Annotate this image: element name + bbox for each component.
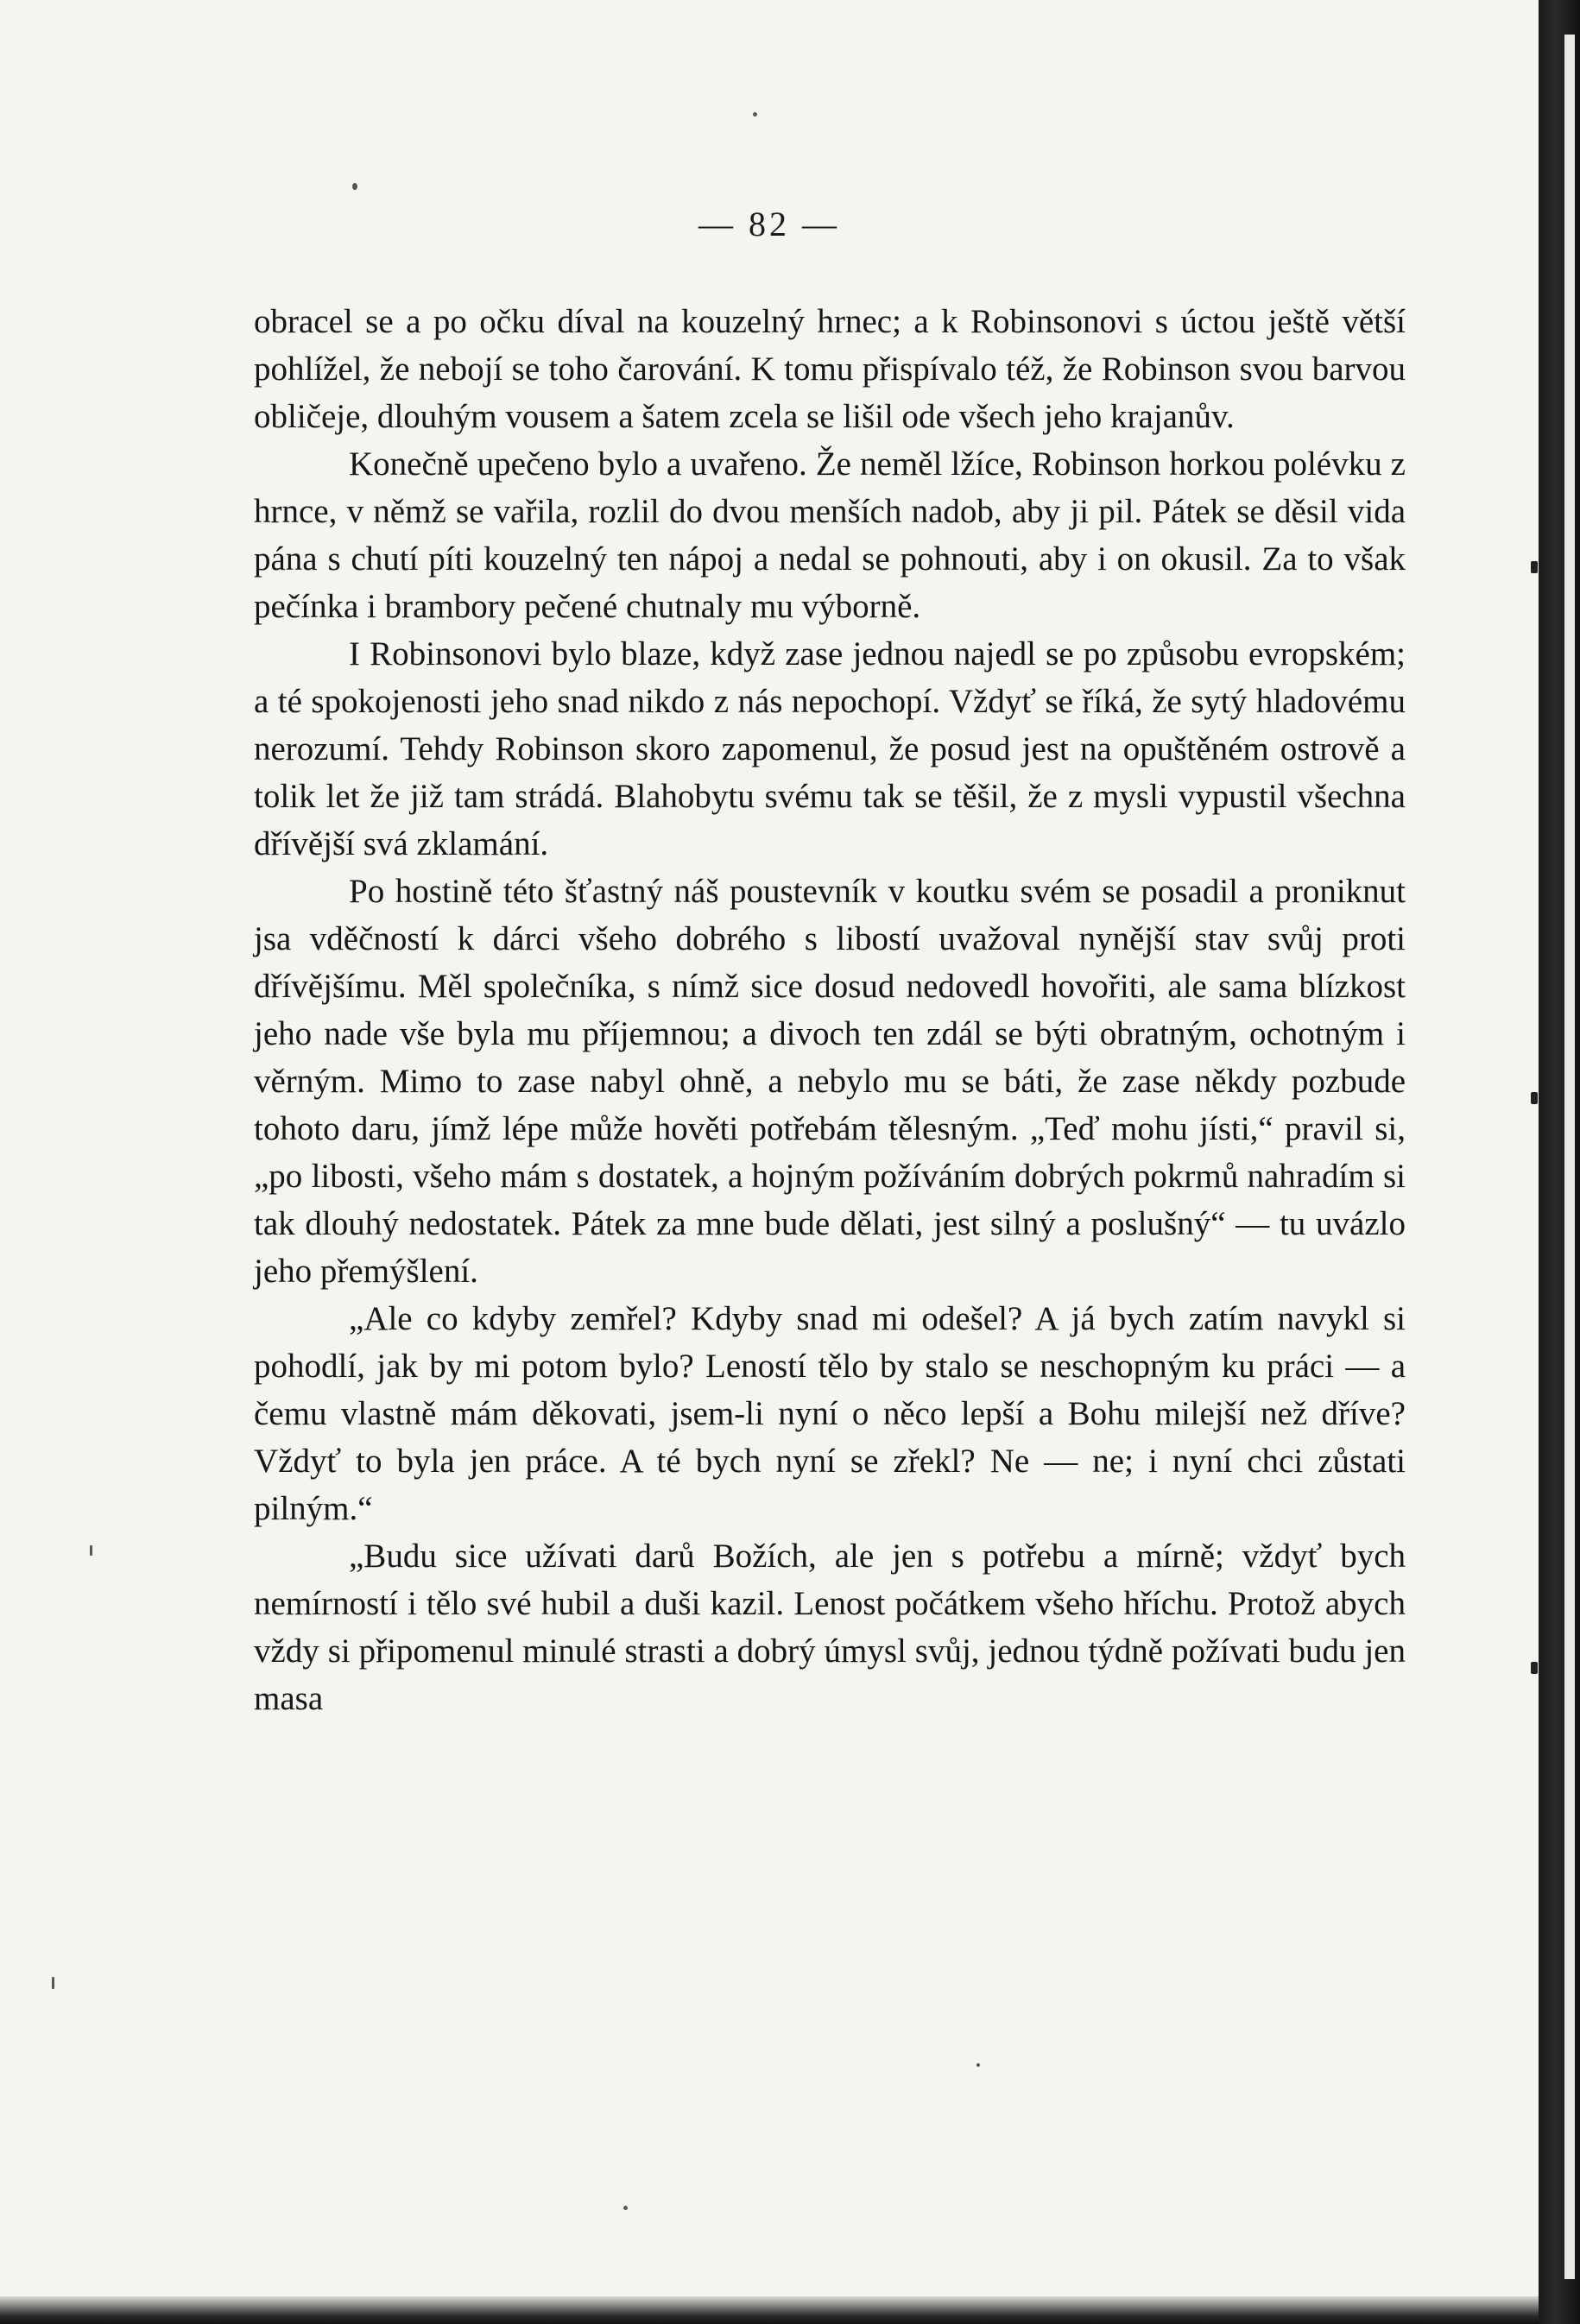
scan-speck	[753, 112, 757, 117]
page-number: — 82 —	[698, 205, 840, 243]
paragraph-3: I Robinsonovi bylo blaze, když zase jednou najedl se po způsobu evropském; a té spokojenosti jeho snad nikdo z nás nepochopí. Vždyť se říká, že sytý hladovému nerozumí. Tehdy Robinson skoro zapomenul, že posud jest na opuštěném ostrově a tolik let že již tam strádá. Blahobytu svému tak se těšil, že z mysli vypustil všechna dřívější svá zklamání.	[254, 635, 1406, 862]
paragraph-5: „Ale co kdyby zemřel? Kdyby snad mi odešel? A já bych zatím navykl si pohodlí, jak by mi potom bylo? Leností tělo by stalo se neschopným ku práci — a čemu vlastně mám děkovati, jsem-li nyní o něco lepší a Bohu milejší než dříve? Vždyť to byla jen práce. A té bych nyní se zřekl? Ne — ne; i nyní chci zůstati pilným.“	[254, 1300, 1406, 1527]
scan-speck	[90, 1545, 92, 1556]
paragraph-1: obracel se a po očku díval na kouzelný hrnec; a k Robinsonovi s úctou ještě větší pohlížel, že nebojí se toho čarování. K tomu přispívalo též, že Robinson svou barvou obličeje, dlouhým vousem a šatem zcela se lišil ode všech jeho krajanův.	[254, 303, 1406, 435]
paragraph-4: Po hostině této šťastný náš poustevník v koutku svém se posadil a proniknut jsa vděčností k dárci všeho dobrého s libostí uvažoval nynější stav svůj proti dřívějšímu. Měl společníka, s nímž sice dosud nedovedl hovořiti, ale sama blízkost jeho nade vše byla mu příjemnou; a divoch ten zdál se býti obratným, ochotným i věrným. Mimo to zase nabyl ohně, a nebylo mu se báti, že zase někdy pozbude tohoto daru, jímž lépe může hověti potřebám tělesným. „Teď mohu jísti,“ pravil si, „po libosti, všeho mám s dostatek, a hojným požíváním dobrých pokrmů nahradím si tak dlouhý nedostatek. Pátek za mne bude dělati, jest silný a poslušný“ — tu uvázlo jeho přemýšlení.	[254, 873, 1406, 1290]
scan-speck	[623, 2206, 628, 2210]
paragraph-2: Konečně upečeno bylo a uvařeno. Že neměl lžíce, Robinson horkou polévku z hrnce, v němž se vařila, rozlil do dvou menších nadob, aby ji pil. Pátek se děsil vida pána s chutí píti kouzelný ten nápoj a nedal se pohnouti, aby i on okusil. Za to však pečínka i brambory pečené chutnaly mu výborně.	[254, 445, 1406, 625]
scan-edge-strip	[1564, 35, 1575, 2279]
scan-speck	[352, 183, 357, 190]
scan-speck	[976, 2063, 980, 2067]
scan-right-edge	[1539, 0, 1580, 2324]
paragraph-6: „Budu sice užívati darů Božích, ale jen s potřebu a mírně; vždyť bych nemírností i tělo své hubil a duši kazil. Lenost počátkem všeho hříchu. Protož abych vždy si připomenul minulé strasti a dobrý úmysl svůj, jednou týdně požívati budu jen masa	[254, 1538, 1406, 1717]
scan-speck	[1531, 1092, 1538, 1104]
page-body-text	[254, 298, 1406, 1722]
scan-speck	[1531, 561, 1538, 573]
scan-bottom-edge	[0, 2296, 1539, 2324]
scan-speck	[1531, 1662, 1538, 1674]
scan-speck	[52, 1977, 54, 1989]
